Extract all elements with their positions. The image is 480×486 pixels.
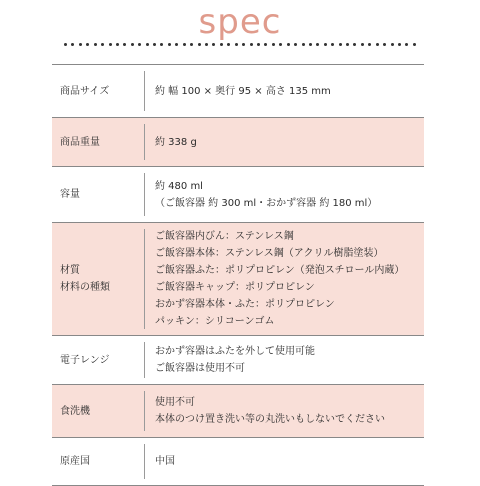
dot — [309, 43, 312, 46]
dot — [86, 43, 89, 46]
spec-value-line: 本体のつけ置き洗い等の丸洗いもしないでください — [155, 414, 385, 425]
dot — [146, 43, 149, 46]
spec-value-line: ご飯容器本体：ステンレス鋼（アクリル樹脂塗装） — [155, 248, 384, 259]
dot — [64, 43, 67, 46]
dot — [413, 43, 416, 46]
dot — [398, 43, 401, 46]
spec-row — [52, 167, 424, 223]
spec-value — [145, 223, 424, 335]
spec-value — [145, 336, 424, 384]
dot — [205, 43, 208, 46]
spec-value-line: ご飯容器内びん：ステンレス鋼 — [155, 231, 294, 242]
spec-label-line: 原産国 — [60, 456, 90, 467]
spec-row — [52, 65, 424, 118]
spec-value-line: おかず容器本体・ふた：ポリプロピレン — [155, 299, 335, 310]
dot — [138, 43, 141, 46]
spec-row — [52, 223, 424, 336]
dot — [279, 43, 282, 46]
spec-label-line: 容量 — [60, 189, 80, 200]
spec-value-line: 約 338 g — [155, 136, 197, 148]
spec-value-line: 約 480 ml — [155, 180, 203, 192]
spec-label — [52, 385, 144, 437]
dot — [183, 43, 186, 46]
spec-value-line: （ご飯容器 約 300 ml・おかず容器 約 180 ml） — [155, 197, 378, 209]
dot — [339, 43, 342, 46]
spec-label — [52, 438, 144, 485]
dot — [294, 43, 297, 46]
spec-row — [52, 118, 424, 167]
spec-value — [145, 438, 424, 485]
spec-value-line: おかず容器はふたを外して使用可能 — [155, 346, 315, 357]
dot — [331, 43, 334, 46]
dot — [405, 43, 408, 46]
spec-label — [52, 167, 144, 222]
dot — [79, 43, 82, 46]
dot — [353, 43, 356, 46]
dot — [287, 43, 290, 46]
dot — [160, 43, 163, 46]
dot — [302, 43, 305, 46]
dot — [391, 43, 394, 46]
dot — [131, 43, 134, 46]
spec-label-line: 食洗機 — [60, 405, 90, 417]
dot — [175, 43, 178, 46]
spec-label — [52, 336, 144, 384]
dot — [361, 43, 364, 46]
dot — [101, 43, 104, 46]
spec-table — [52, 64, 424, 486]
dot — [153, 43, 156, 46]
dot — [123, 43, 126, 46]
page-title: spec — [198, 2, 282, 42]
dot — [376, 43, 379, 46]
spec-value — [145, 385, 424, 437]
spec-value-line: ご飯容器ふた：ポリプロピレン（発泡スチロール内蔵） — [155, 265, 405, 276]
spec-label-line: 材質 — [60, 265, 80, 276]
dot — [346, 43, 349, 46]
spec-value-line: ご飯容器は使用不可 — [155, 363, 245, 374]
spec-label-line: 電子レンジ — [60, 354, 110, 366]
spec-value-line: パッキン：シリコーンゴム — [155, 316, 275, 327]
spec-label — [52, 118, 144, 166]
spec-value — [145, 118, 424, 166]
spec-value-line: 中国 — [155, 456, 175, 467]
spec-label-line: 商品サイズ — [60, 85, 110, 97]
dot — [71, 43, 74, 46]
spec-value-line: 使用不可 — [155, 397, 195, 408]
dotted-separator — [64, 43, 416, 47]
dot — [227, 43, 230, 46]
spec-row — [52, 438, 424, 486]
dot — [316, 43, 319, 46]
spec-row — [52, 336, 424, 385]
spec-label-line: 商品重量 — [60, 136, 100, 148]
dot — [257, 43, 260, 46]
dot — [109, 43, 112, 46]
spec-label — [52, 223, 144, 335]
spec-label-line: 材料の種類 — [60, 282, 110, 293]
spec-label — [52, 65, 144, 117]
dot — [242, 43, 245, 46]
spec-value — [145, 65, 424, 117]
dot — [116, 43, 119, 46]
spec-row — [52, 385, 424, 438]
dot — [168, 43, 171, 46]
dot — [264, 43, 267, 46]
spec-value-line: 約 幅 100 × 奥行 95 × 高さ 135 mm — [155, 85, 331, 97]
dot — [198, 43, 201, 46]
dot — [324, 43, 327, 46]
dot — [94, 43, 97, 46]
dot — [250, 43, 253, 46]
dot — [212, 43, 215, 46]
spec-value — [145, 167, 424, 222]
dot — [383, 43, 386, 46]
dot — [368, 43, 371, 46]
dot — [272, 43, 275, 46]
dot — [190, 43, 193, 46]
spec-value-line: ご飯容器キャップ：ポリプロピレン — [155, 282, 315, 293]
dot — [235, 43, 238, 46]
dot — [220, 43, 223, 46]
